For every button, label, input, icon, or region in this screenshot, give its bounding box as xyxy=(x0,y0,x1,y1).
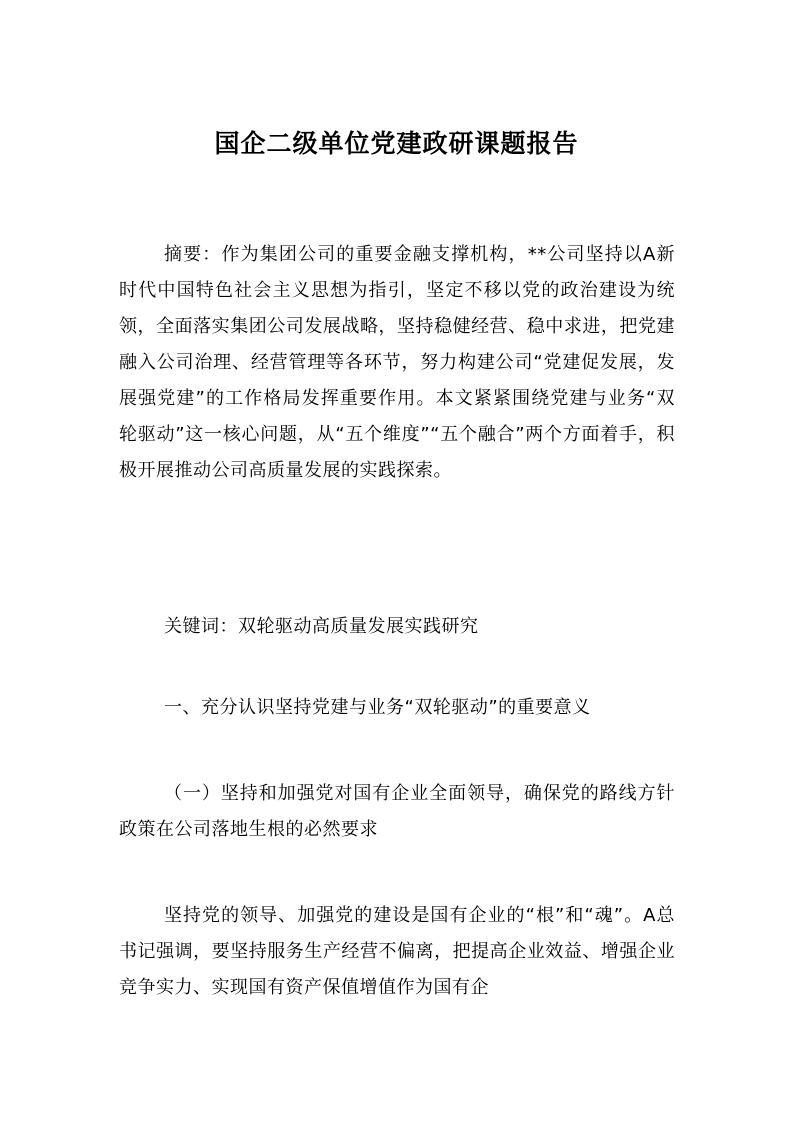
subsection-heading: （一）坚持和加强党对国有企业全面领导，确保党的路线方针政策在公司落地生根的必然要求 xyxy=(119,783,675,840)
keywords-line: 关键词：双轮驱动高质量发展实践研究 xyxy=(164,616,479,637)
section-heading: 一、充分认识坚持党建与业务“双轮驱动”的重要意义 xyxy=(164,697,591,718)
document-title: 国企二级单位党建政研课题报告 xyxy=(214,129,579,158)
body-paragraph: 坚持党的领导、加强党的建设是国有企业的“根”和“魂”。A总书记强调，要坚持服务生产经营不偏离，把提高企业效益、增强企业竞争实力、实现国有资产保值增值作为国有企 xyxy=(119,905,675,998)
abstract-paragraph: 摘要：作为集团公司的重要金融支撑机构，**公司坚持以A新时代中国特色社会主义思想为指引，坚定不移以党的政治建设为统领，全面落实集团公司发展战略，坚持稳健经营、稳中求进，把党建融入公司治理、经营管理等各环节，努力构建公司“党建促发展，发展强党建”的工作格局发挥重要作用。本文紧紧围绕党建与业务“双轮驱动”这一核心问题，从“五个维度”“五个融合”两个方面着手，积极开展推动公司高质量发展的实践探索。 xyxy=(119,244,675,481)
